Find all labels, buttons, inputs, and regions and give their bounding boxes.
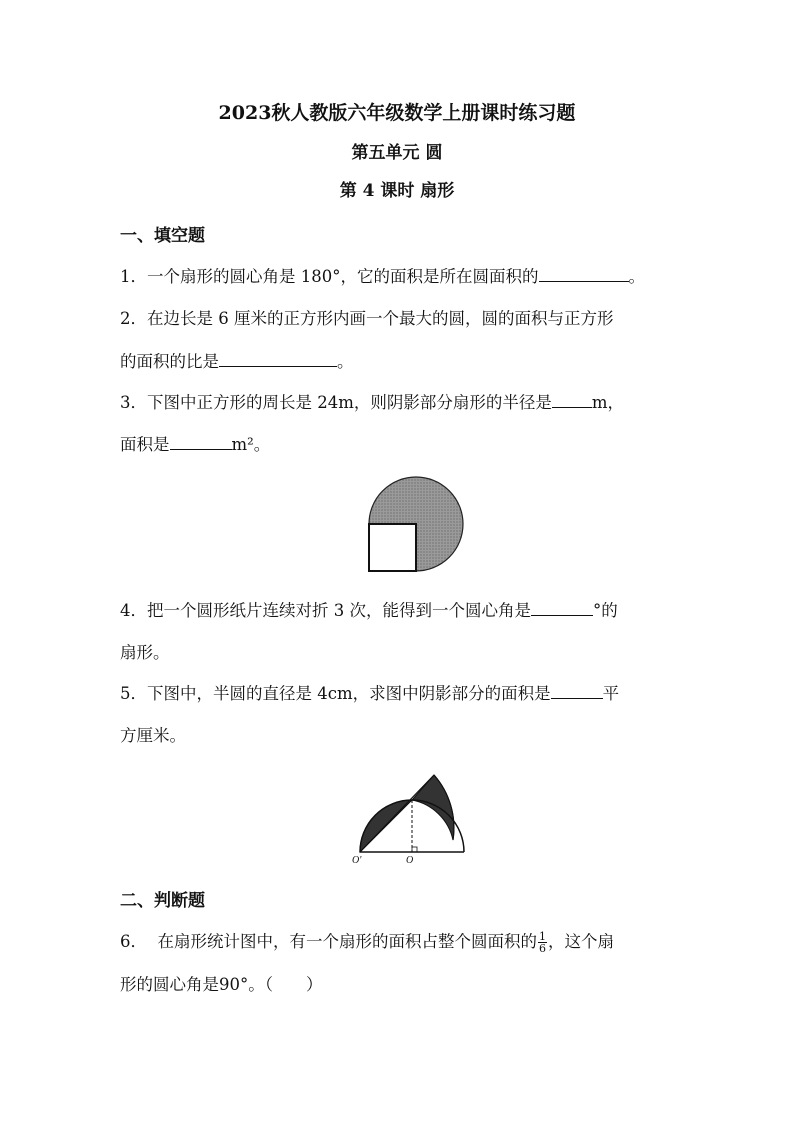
- answer-blank[interactable]: [219, 350, 337, 367]
- question-4-line-2: 扇形。: [120, 643, 170, 662]
- question-4-text: 4．把一个圆形纸片连续对折 3 次，能得到一个圆心角是: [120, 601, 531, 620]
- question-1-tail: 。: [628, 267, 645, 286]
- question-3-tail-2: m²。: [231, 435, 271, 454]
- answer-blank[interactable]: [170, 433, 232, 450]
- lesson-title: 第 4 课时 扇形: [339, 181, 455, 201]
- figure-semicircle-sector: [345, 770, 475, 865]
- figure-square-sector: [360, 470, 470, 576]
- answer-blank[interactable]: [531, 599, 593, 616]
- question-1-text: 1．一个扇形的圆心角是 180°，它的面积是所在圆面积的: [120, 267, 539, 286]
- answer-blank[interactable]: [552, 391, 592, 408]
- question-6-text-2: ，这个扇: [548, 932, 614, 951]
- section-heading-true-false: 二、判断题: [120, 891, 205, 911]
- shaded-region-right: [412, 775, 454, 840]
- question-6-line-2: 形的圆心角是90°。（ ）: [120, 975, 323, 994]
- fraction-denominator: 6: [539, 942, 546, 955]
- question-2-line-2: [120, 348, 354, 372]
- question-5-tail: 平: [602, 684, 620, 703]
- square: [369, 524, 416, 571]
- document-title: 2023秋人教版六年级数学上册课时练习题: [218, 102, 576, 124]
- question-6-number: 6．: [120, 932, 147, 951]
- question-6-line-1: [120, 928, 614, 954]
- fraction-numerator: 1: [539, 930, 546, 943]
- label-o: O: [406, 855, 414, 865]
- question-3-text: 3．下图中正方形的周长是 24m，则阴影部分扇形的半径是: [120, 393, 552, 412]
- question-4-line-1: [120, 597, 618, 621]
- question-3-line-1: [120, 389, 624, 413]
- answer-blank[interactable]: [551, 682, 603, 699]
- sector-radius: [360, 775, 434, 852]
- question-5-line-2: 方厘米。: [120, 726, 186, 745]
- question-5-line-1: [120, 680, 619, 704]
- question-3-tail: m，: [591, 393, 625, 412]
- label-o-prime: O': [352, 855, 362, 865]
- answer-blank[interactable]: [539, 265, 629, 282]
- question-4-tail: °的: [593, 601, 618, 620]
- question-2-line-1: 2．在边长是 6 厘米的正方形内画一个最大的圆，圆的面积与正方形: [120, 309, 614, 328]
- unit-title: 第五单元 圆: [351, 143, 443, 163]
- question-1: [120, 263, 645, 287]
- question-6-text: 在扇形统计图中，有一个扇形的面积占整个圆面积的: [157, 932, 537, 951]
- question-3-text-2: 面积是: [120, 435, 170, 454]
- fraction-one-sixth: [538, 931, 547, 954]
- question-5-text: 5．下图中，半圆的直径是 4cm，求图中阴影部分的面积是: [120, 684, 551, 703]
- question-2-text: 的面积的比是: [120, 352, 219, 371]
- question-2-tail: 。: [337, 352, 354, 371]
- section-heading-fill-blank: 一、填空题: [120, 226, 205, 246]
- question-3-line-2: [120, 431, 270, 455]
